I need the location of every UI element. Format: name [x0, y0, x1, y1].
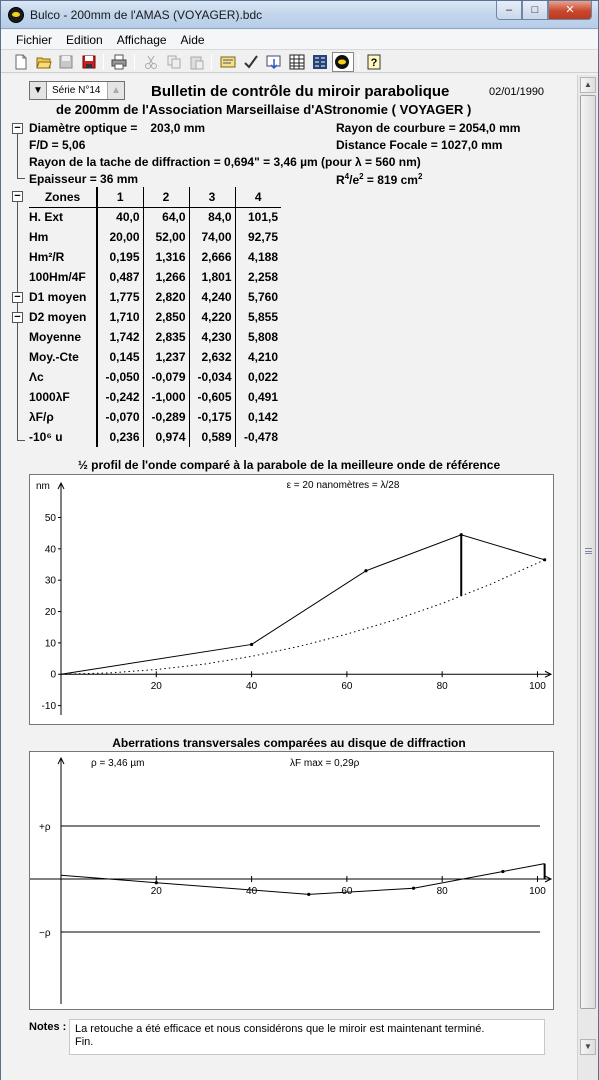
- cell-zone-4: 0,491: [235, 387, 281, 407]
- cell-zone-3: -0,034: [189, 367, 235, 387]
- cell-zone-2: 1,266: [143, 267, 189, 287]
- rayon-courbure: Rayon de courbure = 2054,0 mm: [336, 121, 521, 135]
- x-tick-label: 60: [341, 681, 353, 693]
- x-tick-label: 80: [436, 886, 448, 897]
- x-tick-label: 40: [246, 681, 258, 693]
- cell-zone-4: 4,210: [235, 347, 281, 367]
- cell-zone-3: 84,0: [189, 207, 235, 227]
- notes-textbox[interactable]: [69, 1019, 545, 1055]
- help-icon[interactable]: [366, 54, 382, 70]
- row-label: Moy.-Cte: [29, 350, 79, 364]
- fd-ratio: F/D = 5,06: [29, 138, 86, 152]
- cell-zone-4: -0,478: [235, 427, 281, 447]
- y-tick-label: 30: [44, 575, 56, 587]
- row-label: 100Hm/4F: [29, 270, 86, 284]
- distance-focale: Distance Focale = 1027,0 mm: [336, 138, 503, 152]
- cell-zone-4: 2,258: [235, 267, 281, 287]
- grid-icon[interactable]: [312, 54, 328, 70]
- series-selector[interactable]: [29, 81, 125, 100]
- cell-zone-1: -0,050: [97, 367, 143, 387]
- x-tick-label: 60: [341, 886, 353, 897]
- menu-fichier[interactable]: Fichier: [16, 33, 53, 47]
- table-row: [29, 247, 281, 267]
- collapse-toggle-zones[interactable]: −: [12, 191, 23, 202]
- table-row: [29, 287, 281, 307]
- cell-zone-4: 0,142: [235, 407, 281, 427]
- row-label: Hm²/R: [29, 250, 65, 264]
- notes-line-2: Fin.: [75, 1036, 94, 1048]
- report-title: Bulletin de contrôle du miroir parabolique: [151, 83, 450, 100]
- collapse-toggle-info[interactable]: −: [12, 123, 23, 134]
- notes-label: Notes :: [29, 1021, 67, 1033]
- table-row: [29, 207, 281, 227]
- reference-parabola-line: [61, 560, 545, 674]
- svg-text:?: ?: [370, 57, 378, 69]
- aberration-chart-title: Aberrations transversales comparées au disque de diffraction: [112, 736, 466, 750]
- cell-zone-3: 4,240: [189, 287, 235, 307]
- table-row: [29, 307, 281, 327]
- data-point: [250, 643, 253, 646]
- collapse-toggle-d1[interactable]: −: [12, 292, 23, 303]
- y-tick-label: 40: [44, 544, 56, 556]
- zones-table: [29, 187, 281, 447]
- y-tick-label: -10: [41, 701, 56, 713]
- r4-e2: $R^4/e^2 = 819$ $cm^2$: [336, 172, 423, 187]
- x-tick-label: 20: [150, 886, 162, 897]
- row-label: D1 moyen: [29, 290, 87, 304]
- x-tick-label: 40: [246, 886, 258, 897]
- cell-zone-4: 5,855: [235, 307, 281, 327]
- cell-zone-2: -1,000: [143, 387, 189, 407]
- cell-zone-1: -0,242: [97, 387, 143, 407]
- cell-zone-1: 1,742: [97, 327, 143, 347]
- x-tick-label: 20: [150, 681, 162, 693]
- cell-zone-4: 5,808: [235, 327, 281, 347]
- diameter-label: Diamètre optique =: [29, 121, 138, 135]
- report-view[interactable]: [1, 75, 577, 1080]
- row-label: Moyenne: [29, 330, 82, 344]
- rayon-tache: Rayon de la tache de diffraction = 0,694" = 3,46 µm (pour λ = 560 nm): [29, 155, 421, 169]
- data-point: [307, 893, 310, 896]
- import-icon[interactable]: [266, 54, 282, 70]
- profile-chart-svg: [30, 475, 555, 726]
- cell-zone-4: 5,760: [235, 287, 281, 307]
- series-label: Série N°14: [52, 85, 101, 96]
- scroll-thumb[interactable]: [580, 95, 596, 1009]
- window-title: Bulco - 200mm de l'AMAS (VOYAGER).bdc: [30, 8, 263, 22]
- cell-zone-1: 1,775: [97, 287, 143, 307]
- edit-icon[interactable]: [220, 54, 236, 70]
- header-zone-4: 4: [235, 187, 281, 207]
- cell-zone-2: -0,289: [143, 407, 189, 427]
- cell-zone-2: 2,835: [143, 327, 189, 347]
- maximize-button[interactable]: □: [522, 1, 548, 20]
- header-zone-1: 1: [97, 187, 143, 207]
- cell-zone-2: 1,316: [143, 247, 189, 267]
- cell-zone-3: 4,230: [189, 327, 235, 347]
- data-point: [412, 887, 415, 890]
- cell-zone-1: 1,710: [97, 307, 143, 327]
- x-tick-label: 80: [436, 681, 448, 693]
- table-row: [29, 367, 281, 387]
- row-label: λF/ρ: [29, 410, 54, 424]
- collapse-toggle-d2[interactable]: −: [12, 312, 23, 323]
- cell-zone-4: 0,022: [235, 367, 281, 387]
- paste-icon[interactable]: [189, 54, 205, 70]
- table-row: [29, 387, 281, 407]
- cut-icon[interactable]: [143, 54, 159, 70]
- report-subtitle: de 200mm de l'Association Marseillaise d'AStronomie ( VOYAGER ): [56, 102, 472, 117]
- cell-zone-3: -0,605: [189, 387, 235, 407]
- y-tick-label: 0: [50, 669, 56, 681]
- close-button[interactable]: ✕: [548, 1, 592, 20]
- data-point: [501, 870, 504, 873]
- cell-zone-2: 64,0: [143, 207, 189, 227]
- cell-zone-4: 92,75: [235, 227, 281, 247]
- cell-zone-2: 1,237: [143, 347, 189, 367]
- table-row: [29, 347, 281, 367]
- save-red-icon[interactable]: [81, 54, 97, 70]
- toolbar: [1, 51, 598, 73]
- header-zones: Zones: [29, 187, 97, 207]
- cell-zone-2: 52,00: [143, 227, 189, 247]
- x-tick-label: 100: [529, 886, 546, 897]
- cell-zone-3: 2,632: [189, 347, 235, 367]
- scroll-up-icon[interactable]: ▲: [580, 77, 596, 93]
- save-icon[interactable]: [58, 54, 74, 70]
- cell-zone-1: 0,236: [97, 427, 143, 447]
- cell-zone-2: 2,850: [143, 307, 189, 327]
- table-row: [29, 327, 281, 347]
- cell-zone-3: -0,175: [189, 407, 235, 427]
- cell-zone-3: 74,00: [189, 227, 235, 247]
- scroll-down-icon[interactable]: ▼: [580, 1039, 596, 1055]
- check-icon[interactable]: [243, 54, 259, 70]
- minus-rho-label: −ρ: [39, 928, 51, 939]
- aberration-chart: [29, 751, 554, 1010]
- wave-profile-line: [61, 535, 545, 675]
- header-zone-3: 3: [189, 187, 235, 207]
- x-tick-label: 100: [529, 681, 546, 693]
- row-label: -10⁶ u: [29, 430, 63, 444]
- menu-edition[interactable]: Edition: [66, 33, 103, 47]
- profile-chart: [29, 474, 554, 725]
- menu-bar: [1, 30, 598, 50]
- table-row: [29, 427, 281, 447]
- row-label: Hm: [29, 230, 49, 244]
- data-point: [543, 558, 546, 561]
- cell-zone-2: 2,820: [143, 287, 189, 307]
- minimize-button[interactable]: –: [496, 1, 522, 20]
- open-icon[interactable]: [36, 54, 52, 70]
- cell-zone-2: -0,079: [143, 367, 189, 387]
- cell-zone-1: 20,00: [97, 227, 143, 247]
- aberration-chart-svg: [30, 752, 555, 1011]
- title-bar[interactable]: [1, 1, 598, 29]
- row-label: Λc: [29, 370, 44, 384]
- cell-zone-1: 0,145: [97, 347, 143, 367]
- y-tick-label: 20: [44, 607, 56, 619]
- cell-zone-1: 0,487: [97, 267, 143, 287]
- cell-zone-3: 2,666: [189, 247, 235, 267]
- data-point: [364, 569, 367, 572]
- plus-rho-label: +ρ: [39, 822, 51, 833]
- report-date: 02/01/1990: [489, 86, 545, 98]
- cell-zone-3: 1,801: [189, 267, 235, 287]
- vertical-scrollbar[interactable]: [577, 75, 598, 1080]
- cell-zone-3: 0,589: [189, 427, 235, 447]
- y-axis-label: nm: [36, 481, 50, 492]
- lambda-f-annotation: λF max = 0,29ρ: [290, 758, 360, 769]
- data-point: [155, 881, 158, 884]
- cell-zone-3: 4,220: [189, 307, 235, 327]
- profile-chart-title: ½ profil de l'onde comparé à la parabole de la meilleure onde de référence: [77, 458, 501, 472]
- header-zone-2: 2: [143, 187, 189, 207]
- bulco-app-icon[interactable]: [8, 7, 24, 23]
- menu-aide[interactable]: Aide: [180, 33, 205, 47]
- table-icon[interactable]: [289, 54, 305, 70]
- notes-line-1: La retouche a été efficace et nous considérons que le miroir est maintenant terminé.: [75, 1023, 485, 1035]
- table-header-row: [29, 187, 281, 207]
- series-down-icon[interactable]: ▼: [30, 82, 47, 99]
- row-label: H. Ext: [29, 210, 64, 225]
- y-tick-label: 50: [44, 512, 56, 524]
- row-label: D2 moyen: [29, 310, 87, 324]
- rho-annotation: ρ = 3,46 µm: [91, 758, 145, 769]
- copy-icon[interactable]: [166, 54, 182, 70]
- cell-zone-4: 101,5: [235, 207, 281, 227]
- bulco-icon[interactable]: [332, 52, 354, 72]
- new-icon[interactable]: [13, 54, 29, 70]
- series-up-icon[interactable]: ▲: [107, 82, 124, 99]
- cell-zone-1: -0,070: [97, 407, 143, 427]
- diameter-value: 203,0 mm: [150, 121, 206, 135]
- cell-zone-2: 0,974: [143, 427, 189, 447]
- y-tick-label: 10: [44, 638, 56, 650]
- menu-affichage[interactable]: Affichage: [116, 33, 167, 47]
- cell-zone-4: 4,188: [235, 247, 281, 267]
- table-row: [29, 267, 281, 287]
- row-label: 1000λF: [29, 390, 70, 404]
- chart-annotation: ε = 20 nanomètres = λ/28: [286, 480, 400, 491]
- epaisseur: Epaisseur = 36 mm: [29, 172, 139, 186]
- print-icon[interactable]: [111, 54, 127, 70]
- table-row: [29, 227, 281, 247]
- cell-zone-1: 40,0: [97, 207, 143, 227]
- cell-zone-1: 0,195: [97, 247, 143, 267]
- table-row: [29, 407, 281, 427]
